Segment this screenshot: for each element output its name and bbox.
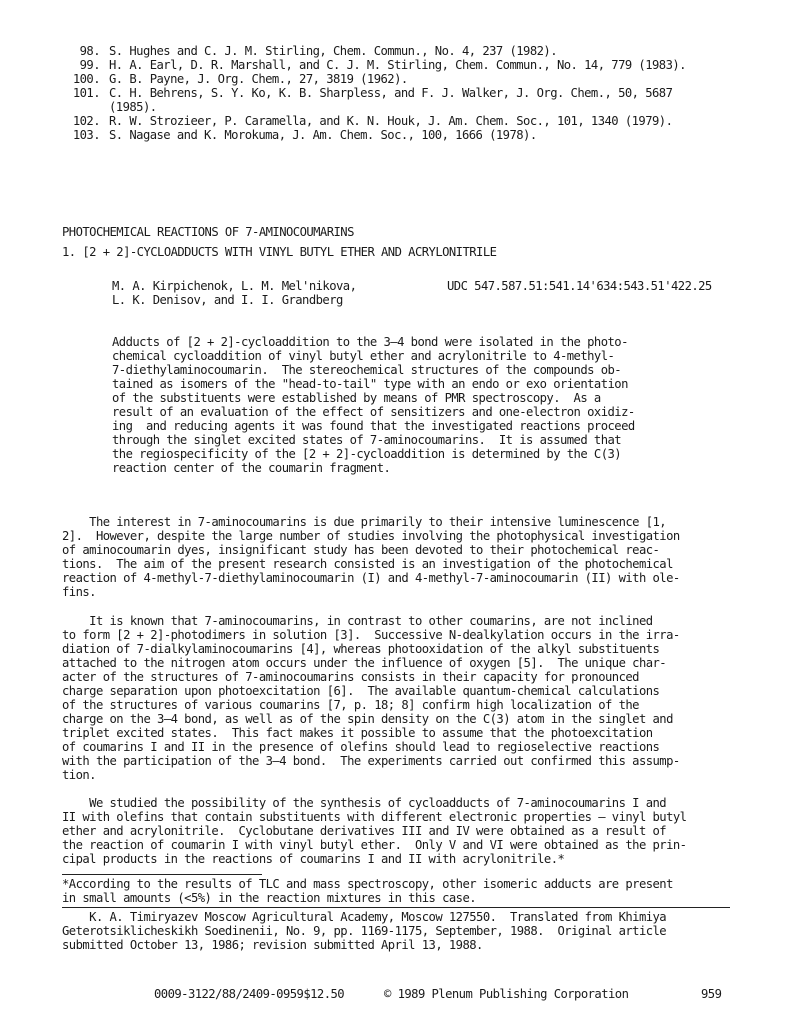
- reference-item: [60, 128, 740, 142]
- reference-text: R. W. Strozieer, P. Caramella, and K. N. Houk, J. Am. Chem. Soc., 101, 1340 (1979).: [109, 114, 673, 128]
- reference-item: [60, 72, 740, 86]
- reference-number: 99.: [79, 58, 100, 72]
- reference-number: 101.: [72, 86, 100, 100]
- article-subtitle: 1. [2 + 2]-CYCLOADDUCTS WITH VINYL BUTYL ETHER AND ACRYLONITRILE: [62, 245, 497, 259]
- udc-code: UDC 547.587.51:541.14'634:543.51'422.25: [447, 279, 712, 293]
- body-paragraph: It is known that 7-aminocoumarins, in contrast to other coumarins, are not inclined to form [2 + 2]-photodimers in solution [3]. Successive N-dealkylation occurs in the irra- diation of 7-dialkylaminocoumarins [4], whereas photooxidation of the alkyl substituents attached to the nitrogen atom occurs under the influence of oxygen [5]. The unique char- acter of the structures of 7-aminocoumarins consists in their capacity for pronounced charge separation upon photoexcitation [6]. The available quantum-chemical calculations of the structures of various coumarins [7, p. 18; 8] confirm high localization of the charge on the 3–4 bond, as well as of the spin density on the C(3) atom in the singlet and triplet excited states. This fact makes it possible to assume that the photoexcitation of coumarins I and II in the presence of olefins should lead to regioselective reactions with the participation of the 3–4 bond. The experiments carried out confirmed this assump- tion.: [62, 614, 680, 782]
- footnote: *According to the results of TLC and mass spectroscopy, other isomeric adducts are present in small amounts (<5%) in the reaction mixtures in this case.: [62, 877, 673, 905]
- abstract: Adducts of [2 + 2]-cycloaddition to the 3–4 bond were isolated in the photo- chemical cycloaddition of vinyl butyl ether and acrylonitrile to 4-methyl- 7-diethylaminocoumarin. The stereochemical structures of the compounds ob- tained as isomers of the "head-to-tail" type with an endo or exo orientation of the substituents were established by means of PMR spectroscopy. As a result of an evaluation of the effect of sensitizers and one-electron oxidiz- ing and reducing agents it was found that the investigated reactions proceed through the singlet excited states of 7-aminocoumarins. It is assumed that the regiospecificity of the [2 + 2]-cycloaddition is determined by the C(3) reaction center of the coumarin fragment.: [112, 335, 635, 475]
- body-paragraph: We studied the possibility of the synthesis of cycloadducts of 7-aminocoumarins I and II with olefins that contain substituents with different electronic properties — vinyl butyl ether and acrylonitrile. Cyclobutane derivatives III and IV were obtained as a result of the reaction of coumarin I with vinyl butyl ether. Only V and VI were obtained as the prin- cipal products in the reactions of coumarins I and II with acrylonitrile.*: [62, 796, 687, 866]
- body-paragraph: The interest in 7-aminocoumarins is due primarily to their intensive luminescence [1, 2]. However, despite the large number of studies involving the photophysical investigation of aminocoumarin dyes, insignificant study has been devoted to their photochemical reac- tions. The aim of the present research consisted is an investigation of the photochemical reaction of 4-methyl-7-diethylaminocoumarin (I) and 4-methyl-7-aminocoumarin (II) with ole- fins.: [62, 515, 680, 599]
- reference-list: [60, 44, 740, 142]
- copyright-notice: © 1989 Plenum Publishing Corporation: [384, 987, 629, 1001]
- reference-number: 103.: [72, 128, 100, 142]
- publication-code: 0009-3122/88/2409-0959$12.50: [154, 987, 345, 1001]
- affiliation-note: K. A. Timiryazev Moscow Agricultural Academy, Moscow 127550. Translated from Khimiya Geterotsiklicheskikh Soedinenii, No. 9, pp. 1169-1175, September, 1988. Original article submitted October 13, 1986; revision submitted April 13, 1988.: [62, 910, 667, 952]
- reference-item: [60, 58, 740, 72]
- reference-text: G. B. Payne, J. Org. Chem., 27, 3819 (1962).: [109, 72, 408, 86]
- author-list: [112, 279, 356, 307]
- footnote-divider: [62, 874, 262, 875]
- reference-item: [60, 114, 740, 128]
- article-title: PHOTOCHEMICAL REACTIONS OF 7-AMINOCOUMARINS: [62, 225, 354, 239]
- reference-text: S. Nagase and K. Morokuma, J. Am. Chem. Soc., 100, 1666 (1978).: [109, 128, 537, 142]
- reference-text: S. Hughes and C. J. M. Stirling, Chem. Commun., No. 4, 237 (1982).: [109, 44, 557, 58]
- affiliation-divider: [62, 907, 730, 908]
- reference-text: (1985).: [109, 100, 157, 114]
- authors-line: M. A. Kirpichenok, L. M. Mel'nikova,: [112, 279, 357, 293]
- reference-number: 98.: [79, 44, 100, 58]
- reference-item: [60, 44, 740, 58]
- reference-text: C. H. Behrens, S. Y. Ko, K. B. Sharpless, and F. J. Walker, J. Org. Chem., 50, 5687: [109, 86, 673, 100]
- authors-line: L. K. Denisov, and I. I. Grandberg: [112, 293, 343, 307]
- reference-number: 102.: [72, 114, 100, 128]
- reference-text: H. A. Earl, D. R. Marshall, and C. J. M. Stirling, Chem. Commun., No. 14, 779 (1983).: [109, 58, 686, 72]
- reference-item: [60, 86, 740, 100]
- page-number: 959: [701, 987, 722, 1001]
- reference-item-continued: [60, 100, 740, 114]
- reference-number: 100.: [72, 72, 100, 86]
